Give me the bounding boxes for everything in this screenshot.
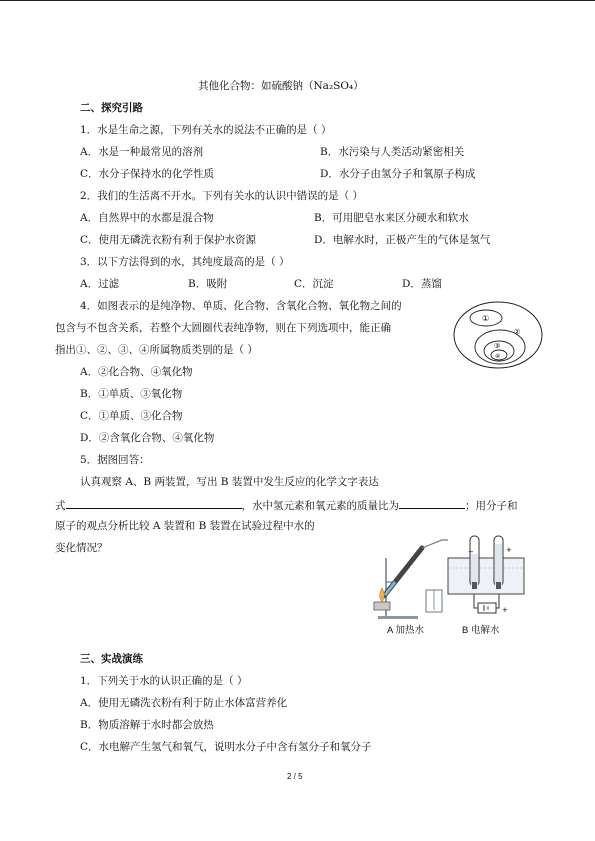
section-title-explore: 二、探究引路 [80,102,143,114]
lamp-flame [380,588,385,602]
electrolysis-apparatus [444,532,530,618]
q1-stem: 1．水是生命之源，下列有关水的说法不正确的是（ ） [80,124,332,136]
q2-stem: 2．我们的生活离不开水。下列有关水的认识中错误的是（ ） [80,190,364,202]
diagram-label-1: ① [482,314,490,323]
q2-option-a: A．自然界中的水都是混合物 [80,212,214,224]
q1-option-d: D．水分子由氢分子和氧原子构成 [320,168,476,180]
power-source [478,603,496,613]
q4-stem-line2: 包含与不包含关系，若整个大圆圈代表纯净物，则在下列选项中，能正确 [55,322,391,334]
electrode-right [496,582,501,589]
q5-line2-end: ；用分子和 [465,500,518,512]
q3-option-d: D．蒸馏 [402,278,442,290]
p1-option-a: A．使用无磷洗衣粉有利于防止水体富营养化 [80,697,288,709]
diagram-label-4: ④ [495,353,501,360]
page-heading: 其他化合物：如硫酸钠（Na₂SO₄） [198,80,364,92]
q4-option-d: D．②含氧化合物、④氧化物 [80,432,215,444]
q4-option-b: B．①单质、③氧化物 [80,388,183,400]
q1-option-a: A．水是一种最常见的溶剂 [80,146,204,158]
q2-option-c: C．使用无磷洗衣粉有利于保护水资源 [80,234,257,246]
electrode-left [472,582,477,589]
q5-line1: 认真观察 A、B 两装置，写出 B 装置中发生反应的化学文字表达 [80,476,379,488]
tube-right-water [495,544,502,586]
q4-stem-line1: 4．如图表示的是纯净物、单质、化合物、含氧化合物、氧化物之间的 [80,300,402,312]
q5-line2 [55,497,518,513]
q5-line2-middle: ，水中氢元素和氧元素的质量比为 [241,500,399,512]
substance-classification-diagram [452,300,544,370]
q3-stem: 3．以下方法得到的水，其纯度最高的是（ ） [80,256,290,268]
diagram-label-3: ③ [494,342,501,350]
caption-heating-water: A 加热水 [387,625,424,636]
q5-line4: 变化情况？ [55,542,108,554]
q3-option-a: A．过滤 [80,278,120,290]
alcohol-lamp [374,602,390,610]
q4-stem-line3: 指出①、②、③、④所属物质类别的是（ ） [55,344,258,356]
q5-line3: 原子的观点分析比较 A 装置和 B 装置在试验过程中水的 [55,520,315,532]
positive-terminal-sign: + [502,606,508,614]
q5-line2-start: 式 [55,500,66,512]
tube-left-water [471,554,478,586]
stand-base [378,616,418,619]
q2-option-b: B．可用肥皂水来区分硬水和软水 [314,212,469,224]
minus-sign: − [468,548,474,556]
answer-blank-mass-ratio[interactable] [399,497,465,509]
diagram-label-2: ② [514,328,521,336]
q1-option-b: B．水污染与人类活动紧密相关 [320,146,465,158]
p1-stem: 1．下列关于水的认识正确的是（ ） [80,675,248,687]
p1-option-b: B．物质溶解于水时都会放热 [80,719,214,731]
q3-option-c: C．沉淀 [294,278,334,290]
q1-option-c: C．水分子保持水的化学性质 [80,168,215,180]
q5-stem: 5．据图回答： [80,454,150,466]
heating-water-apparatus [364,530,456,622]
q3-option-b: B．吸附 [188,278,228,290]
q4-option-c: C．①单质、③化合物 [80,410,183,422]
section-title-practice: 三、实战演练 [80,653,143,665]
p1-option-c: C．水电解产生氢气和氧气，说明水分子中含有氢分子和氧分子 [80,741,372,753]
q2-option-d: D．电解水时，正极产生的气体是氢气 [314,234,491,246]
caption-electrolysis: B 电解水 [462,625,500,636]
page-top-rule [0,0,595,1]
page-number: 2 / 5 [287,772,303,781]
plus-sign: + [506,546,512,554]
water-trough [448,558,524,594]
answer-blank-equation[interactable] [66,497,242,509]
q4-option-a: A．②化合物、④氧化物 [80,366,193,378]
wire-left [474,594,478,608]
